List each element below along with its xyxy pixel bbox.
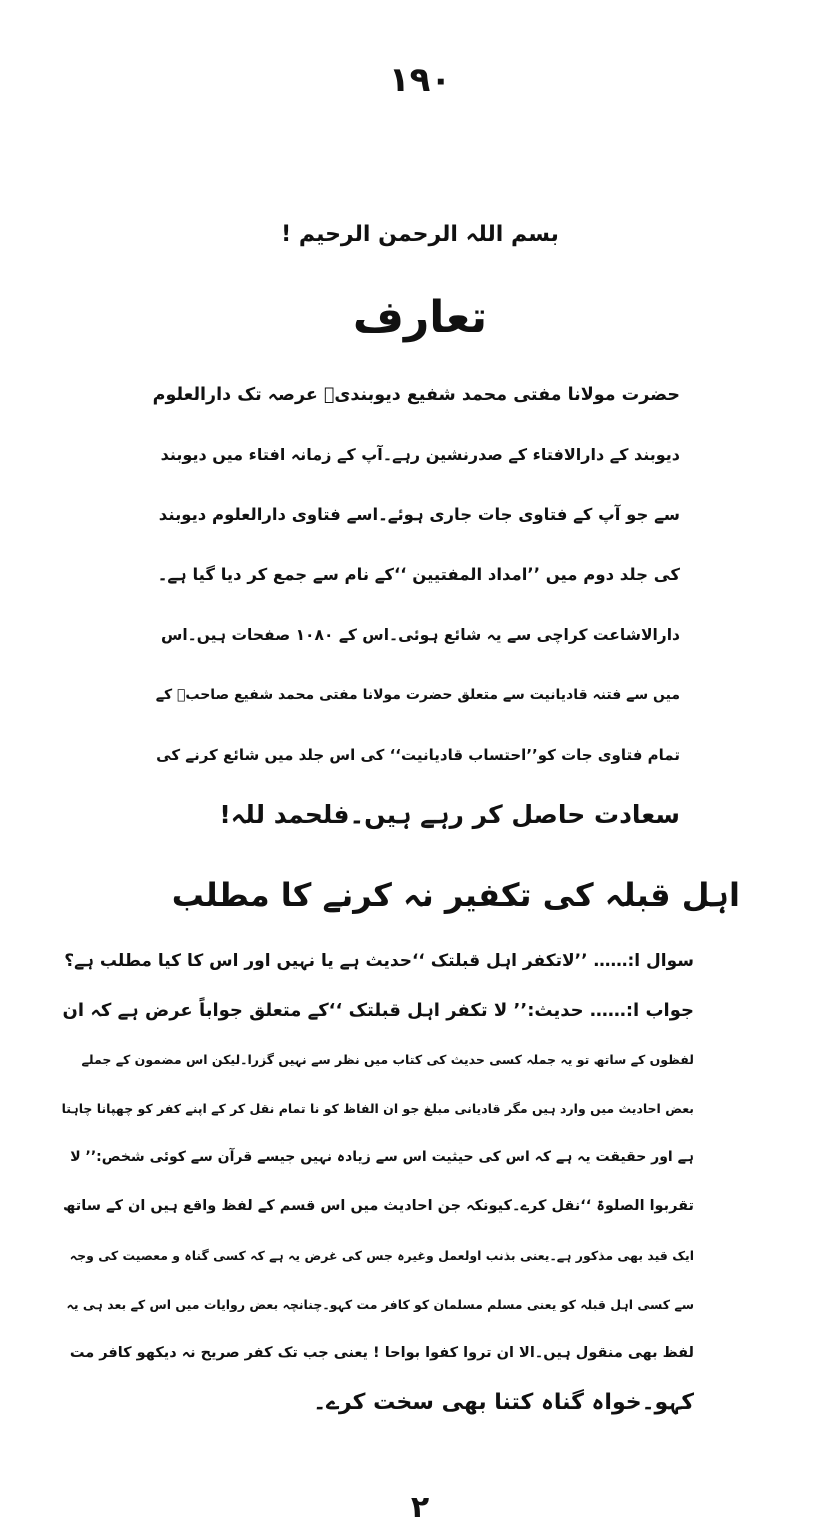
qa-line: ایک قید بھی مذکور ہے۔یعنی بذنب اولعمل وغیرہ جس کی غرض یہ ہے کہ کسی گناہ و معصیت کی وجہ bbox=[69, 1248, 694, 1263]
intro-paragraph bbox=[150, 365, 680, 845]
qa-body bbox=[62, 937, 694, 1427]
intro-line: دیوبند کے دارالافتاء کے صدرنشین رہے۔آپ کے زمانہ افتاء میں دیوبند bbox=[160, 445, 680, 464]
qa-line: سوال ا:…… ’’لاتکفر اہل قبلتک ‘‘حدیث ہے یا نہیں اور اس کا کیا مطلب ہے؟ bbox=[64, 951, 694, 971]
intro-line: دارالاشاعت کراچی سے یہ شائع ہوئی۔اس کے ۱۰۸۰ صفحات ہیں۔اس bbox=[160, 626, 680, 644]
intro-line: حضرت مولانا مفتی محمد شفیع دیوبندیؒ عرصہ تک دارالعلوم bbox=[152, 385, 680, 405]
bismillah: بسم اللہ الرحمن الرحیم ! bbox=[281, 222, 559, 247]
section-heading: اہل قبلہ کی تکفیر نہ کرنے کا مطلب bbox=[171, 876, 740, 914]
qa-line: سے کسی اہل قبلہ کو یعنی مسلم مسلمان کو کافر مت کہو۔چنانچہ بعض روایات میں اس کے بعد ہی یہ bbox=[66, 1297, 694, 1312]
intro-line: میں سے فتنہ قادیانیت سے متعلق حضرت مولانا مفتی محمد شفیع صاحبؒ کے bbox=[155, 687, 680, 703]
qa-line: لفظوں کے ساتھ تو یہ جملہ کسی حدیث کی کتاب میں نظر سے نہیں گزرا۔لیکن اس مضمون کے جملے bbox=[81, 1052, 694, 1067]
qa-line: تقربوا الصلوۃ ‘‘نقل کرے۔کیونکہ جن احادیث میں اس قسم کے لفظ واقع ہیں ان کے ساتھ bbox=[63, 1198, 694, 1214]
intro-line: تمام فتاوی جات کو’’احتساب قادیانیت‘‘ کی اس جلد میں شائع کرنے کی bbox=[156, 746, 680, 764]
intro-line: سعادت حاصل کر رہے ہیں۔فلحمد للہ! bbox=[219, 800, 680, 829]
page-number-top: ١٩٠ bbox=[388, 60, 452, 100]
intro-line: کی جلد دوم میں ’’امداد المفتیین ‘‘کے نام سے جمع کر دیا گیا ہے۔ bbox=[157, 565, 680, 584]
intro-line: سے جو آپ کے فتاوی جات جاری ہوئے۔اسے فتاوی دارالعلوم دیوبند bbox=[158, 505, 680, 524]
qa-line: لفظ بھی منقول ہیں۔الا ان تروا کفوا بواحا ! یعنی جب تک کفر صریح نہ دیکھو کافر مت bbox=[69, 1345, 694, 1361]
page-number-bottom: ٢ bbox=[410, 1490, 430, 1525]
qa-line: بعض احادیث میں وارد ہیں مگر قادیانی مبلغ جو ان الفاظ کو نا تمام نقل کر کے اپنے کفر کو چھپانا چاہتا bbox=[62, 1101, 694, 1116]
page-title: تعارف bbox=[352, 292, 488, 343]
qa-line: کہو۔خواہ گناہ کتنا بھی سخت کرے۔ bbox=[313, 1390, 694, 1415]
qa-line: ہے اور حقیقت یہ ہے کہ اس کی حیثیت اس سے زیادہ نہیں جیسے قرآن سے کوئی شخص:’’ لا bbox=[70, 1149, 694, 1165]
qa-line: جواب ا:…… حدیث:’’ لا تکفر اہل قبلتک ‘‘کے متعلق جواباً عرض ہے کہ ان bbox=[62, 1000, 694, 1021]
